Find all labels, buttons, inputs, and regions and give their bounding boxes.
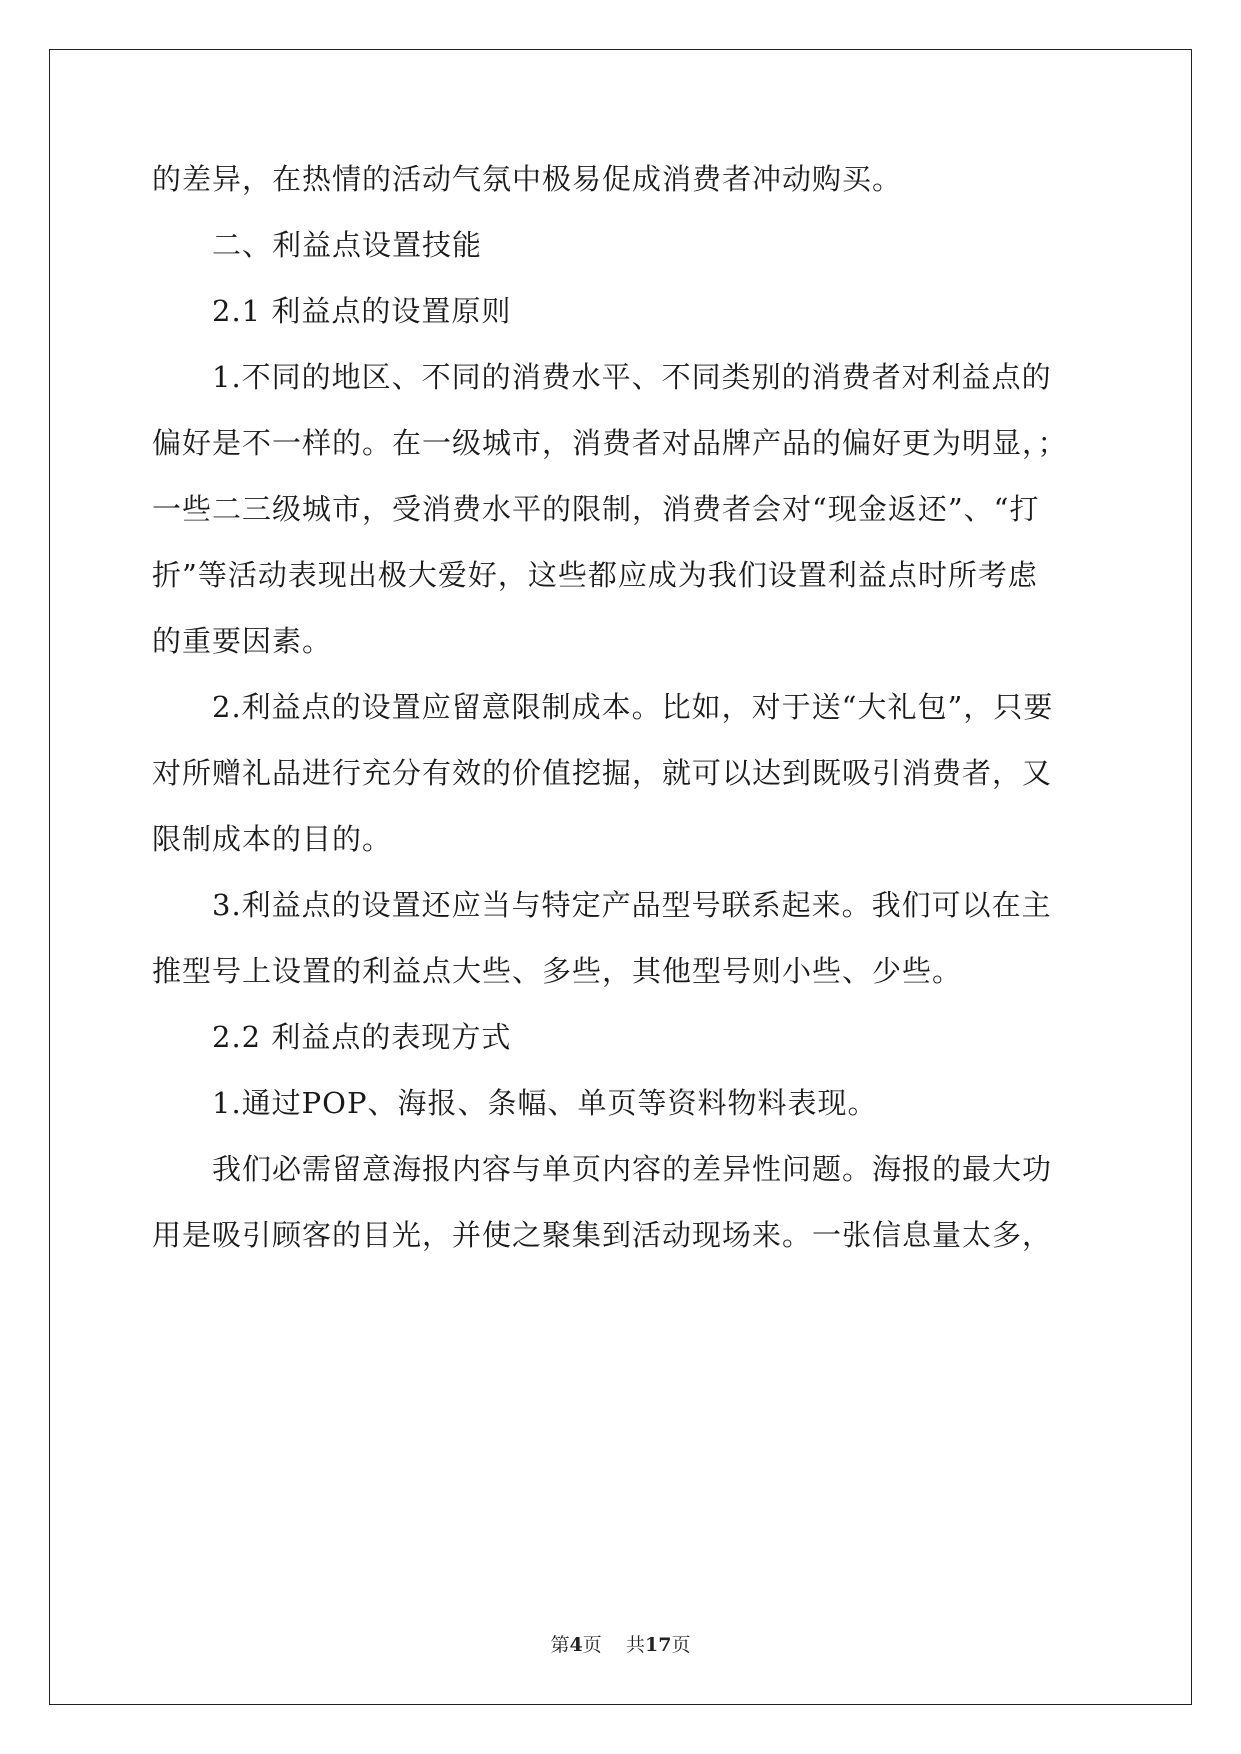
text-line: 对所赠礼品进行充分有效的价值挖掘，就可以达到既吸引消费者，又 xyxy=(152,756,1053,790)
text-line: 推型号上设置的利益点大些、多些，其他型号则小些、少些。 xyxy=(152,954,963,988)
text-line: 2.利益点的设置应留意限制成本。比如，对于送“大礼包”，只要 xyxy=(212,690,1054,724)
text-line: 2.1 利益点的设置原则 xyxy=(212,294,512,328)
text-line: 二、利益点设置技能 xyxy=(212,228,483,262)
text-line: 1.通过POP、海报、条幅、单页等资料物料表现。 xyxy=(212,1086,878,1120)
text-line: 偏好是不一样的。在一级城市，消费者对品牌产品的偏好更为明显，； xyxy=(152,426,1068,460)
text-line: 折”等活动表现出极大爱好，这些都应成为我们设置利益点时所考虑 xyxy=(152,558,1038,592)
text-line: 的差异，在热情的活动气氛中极易促成消费者冲动购买。 xyxy=(152,162,903,196)
footer-total-prefix: 共 xyxy=(625,1634,645,1656)
document-body xyxy=(152,146,1092,1268)
text-line: 我们必需留意海报内容与单页内容的差异性问题。海报的最大功 xyxy=(212,1152,1053,1186)
text-line: 用是吸引顾客的目光，并使之聚集到活动现场来。一张信息量太多， xyxy=(152,1218,1053,1252)
text-line: 3.利益点的设置还应当与特定产品型号联系起来。我们可以在主 xyxy=(212,888,1052,922)
footer-prefix: 第 xyxy=(550,1634,570,1656)
current-page-number: 4 xyxy=(569,1634,583,1656)
total-pages-number: 17 xyxy=(644,1634,672,1656)
text-line: 1.不同的地区、不同的消费水平、不同类别的消费者对利益点的 xyxy=(212,360,1052,394)
text-line: 限制成本的目的。 xyxy=(152,822,393,856)
page-footer xyxy=(0,1630,1241,1657)
footer-page-word: 页 xyxy=(582,1634,602,1656)
text-line: 2.2 利益点的表现方式 xyxy=(212,1020,512,1054)
footer-total-suffix: 页 xyxy=(671,1634,691,1656)
text-line: 的重要因素。 xyxy=(152,624,333,658)
text-line: 一些二三级城市，受消费水平的限制，消费者会对“现金返还”、“打 xyxy=(152,492,1040,526)
